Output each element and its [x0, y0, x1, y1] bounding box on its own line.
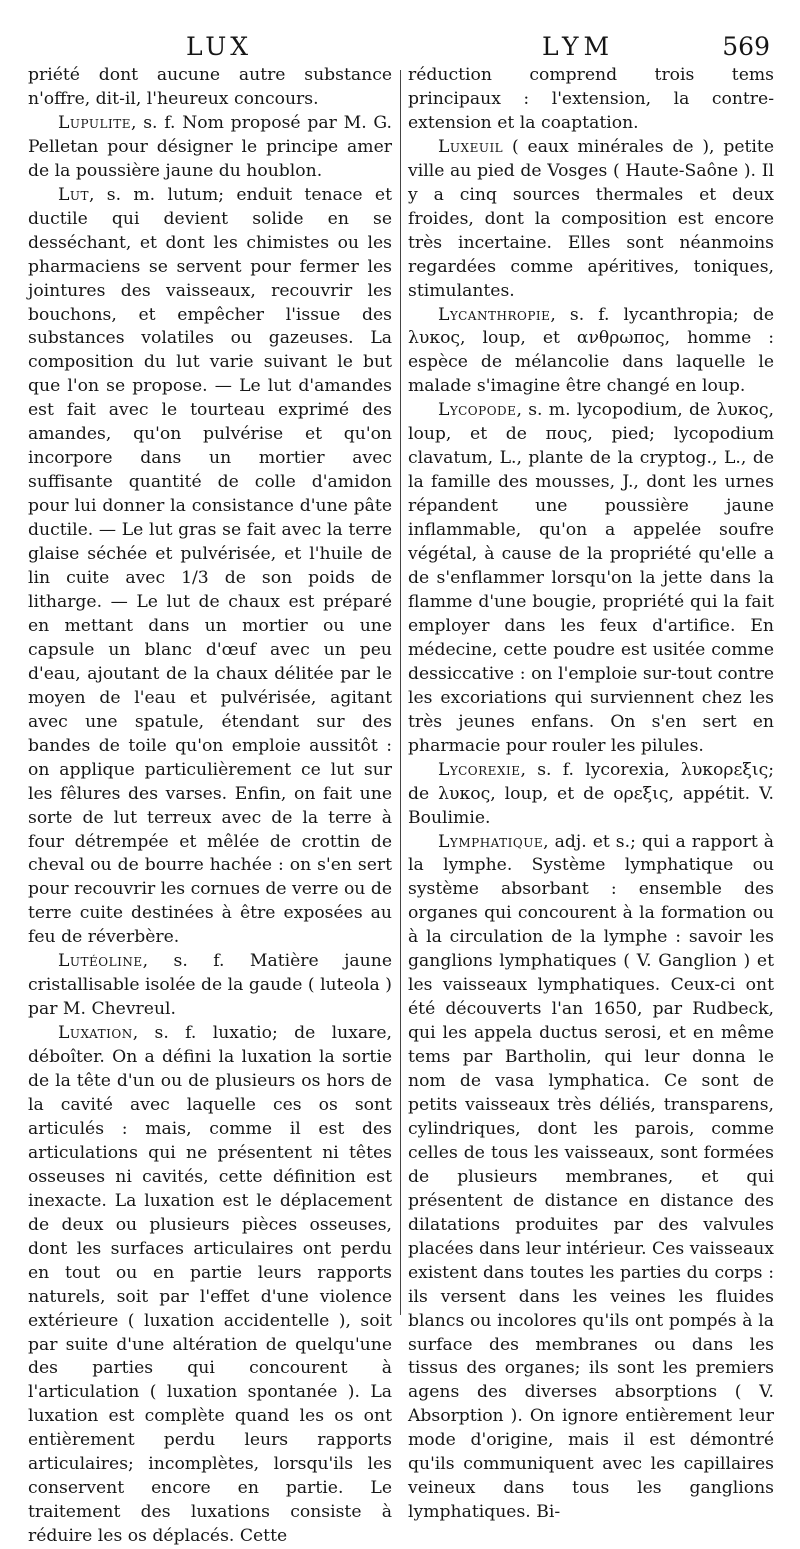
- column-divider: [400, 70, 401, 1315]
- header-left-word: LUX: [186, 32, 253, 61]
- entry-headword: Lycopode: [438, 400, 517, 421]
- entry-text: réduction comprend trois tems principaux : l'extension, la contre-extension et la coaptation.: [408, 65, 774, 133]
- entry-text: , s. f. luxatio; de luxare, déboîter. On a défini la luxation la sortie de la tête d'un ou de plusieurs os hors de la cavité avec laquelle ces os sont articulés : mais, comme il est des articulations qui ne présentent ni têtes osseuses ni cavités, cette définition est inexacte. La luxation est le déplacement de deux ou plusieurs pièces osseuses, dont les surfaces articulaires ont perdu en tout ou en partie leurs rapports naturels, soit par l'effet d'une violence extérieure ( luxation accidentelle ), soit par suite d'une altération de quelqu'une des parties qui concourent à l'articulation ( luxation spontanée ). La luxation est complète quand les os ont entièrement perdu leurs rapports articulaires; incomplètes, lorsqu'ils les conservent encore en partie. Le traitement des luxations consiste à réduire les os déplacés. Cette: [28, 1023, 392, 1547]
- entry-text: , s. f. Matière jaune cristallisable isolée de la gaude ( luteola ) par M. Chevreul.: [28, 951, 392, 1020]
- entry-luxeuil: [408, 136, 774, 304]
- left-column: [28, 64, 392, 1549]
- entry-headword: Lycorexie: [438, 759, 521, 780]
- entry-text: , s. f. lycorexia, λυκορεξις; de λυκος, loup, et de ορεξις, appétit. V. Boulimie.: [408, 759, 774, 828]
- entry-headword: Luxation: [58, 1023, 133, 1044]
- header-center-word: LYM: [542, 32, 615, 61]
- entry-lut: [28, 184, 392, 951]
- entry-continuation: [28, 64, 392, 112]
- entry-text: , s. m. lutum; enduit tenace et ductile qui devient solide en se desséchant, et dont les chimistes ou les pharmaciens se servent pour fermer les jointures des vaisseaux, recouvrir les bouchons, et empêcher l'issue des substances volatiles ou gazeuses. La composition du lut varie suivant le but que l'on se propose. — Le lut d'amandes est fait avec le tourteau exprimé des amandes, qu'on pulvérise et qu'on incorpore dans un mortier avec suffisante quantité de colle d'amidon pour lui donner la consistance d'une pâte ductile. — Le lut gras se fait avec la terre glaise séchée et pulvérisée, et l'huile de lin cuite avec 1/3 de son poids de litharge. — Le lut de chaux est préparé en mettant dans un mortier ou une capsule un blanc d'œuf avec un peu d'eau, ajoutant de la chaux délitée par le moyen de l'eau et pulvérisée, agitant avec une spatule, étendant sur des bandes de toile qu'on emploie aussitôt : on applique particulièrement ce lut sur les fêlures des varses. Enfin, on fait une sorte de lut terreux avec de la terre à four détrempée et mêlée de crottin de cheval ou de bourre hachée : on s'en sert pour recouvrir les cornues de verre ou de terre cuite destinées à être exposées au feu de réverbère.: [28, 184, 393, 948]
- entry-headword: Lycanthropie: [438, 304, 551, 325]
- entry-luxation: [28, 1022, 392, 1549]
- entry-text: , adj. et s.; qui a rapport à la lymphe. Système lymphatique ou système absorbant : ensemble des organes qui concourent à la formation ou à la circulation de la lymphe : savoir les ganglions lymphatiques ( V. Ganglion ) et les vaisseaux lymphatiques. Ceux-ci ont été découverts l'an 1650, par Rudbeck, qui les appela ductus serosi, et en même tems par Bartholin, qui leur donna le nom de vasa lymphatica. Ce sont de petits vaisseaux très déliés, transparens, cylindriques, dont les parois, comme celles de tous les vaisseaux, sont formées de plusieurs membranes, et qui présentent de distance en distance des dilatations produites par des valvules placées dans leur intérieur. Ces vaisseaux existent dans toutes les parties du corps : ils versent dans les veines les fluides blancs ou incolores qu'ils ont pompés à la surface des membranes ou dans les tissus des organes; ils sont les premiers agens des diverses absorptions ( V. Absorption ). On ignore entièrement leur mode d'origine, mais il est démontré qu'ils communiquent avec les capillaires veineux dans tous les ganglions lymphatiques. Bi-: [408, 831, 774, 1523]
- entry-lycanthropie: [408, 304, 774, 400]
- entry-headword: Lutéoline: [58, 951, 143, 972]
- entry-lycorexie: [408, 759, 774, 831]
- entry-text: , s. f. Nom proposé par M. G. Pelletan pour désigner le principe amer de la poussière jaune du houblon.: [28, 112, 392, 181]
- entry-headword: Lupulite: [58, 112, 131, 133]
- entry-headword: Luxeuil: [438, 136, 504, 157]
- entry-lycopode: [408, 399, 774, 758]
- entry-text: , s. m. lycopodium, de λυκος, loup, et de πους, pied; lycopodium clavatum, L., plante de la cryptog., L., de la famille des mousses, J., dont les urnes répandent une poussière jaune inflammable, qu'on a appelée soufre végétal, à cause de la propriété qu'elle a de s'enflammer lorsqu'on la jette dans la flamme d'une bougie, propriété qui la fait employer dans les feux d'artifice. En médecine, cette poudre est usitée comme dessiccative : on l'emploie sur-tout contre les excoriations qui surviennent chez les très jeunes enfans. On s'en sert en pharmacie pour rouler les pilules.: [408, 400, 774, 756]
- running-header: [0, 32, 800, 68]
- entry-headword: Lymphatique: [438, 831, 544, 852]
- entry-text: ( eaux minérales de ), petite ville au pied de Vosges ( Haute-Saône ). Il y a cinq sources thermales et deux froides, dont la composition est encore très incertaine. Elles sont néanmoins regardées comme apéritives, toniques, stimulantes.: [408, 136, 774, 301]
- entry-continuation: [408, 64, 774, 136]
- entry-text: priété dont aucune autre substance n'offre, dit-il, l'heureux concours.: [28, 65, 392, 109]
- entry-lymphatique: [408, 831, 774, 1526]
- entry-luteoline: [28, 950, 392, 1022]
- right-column: [408, 64, 774, 1525]
- entry-headword: Lut: [58, 184, 90, 205]
- entry-text: , s. f. lycanthropia; de λυκος, loup, et ανθρωπος, homme : espèce de mélancolie dans laquelle le malade s'imagine être changé en loup.: [408, 304, 774, 397]
- page-number: 569: [722, 32, 770, 61]
- entry-lupulite: [28, 112, 392, 184]
